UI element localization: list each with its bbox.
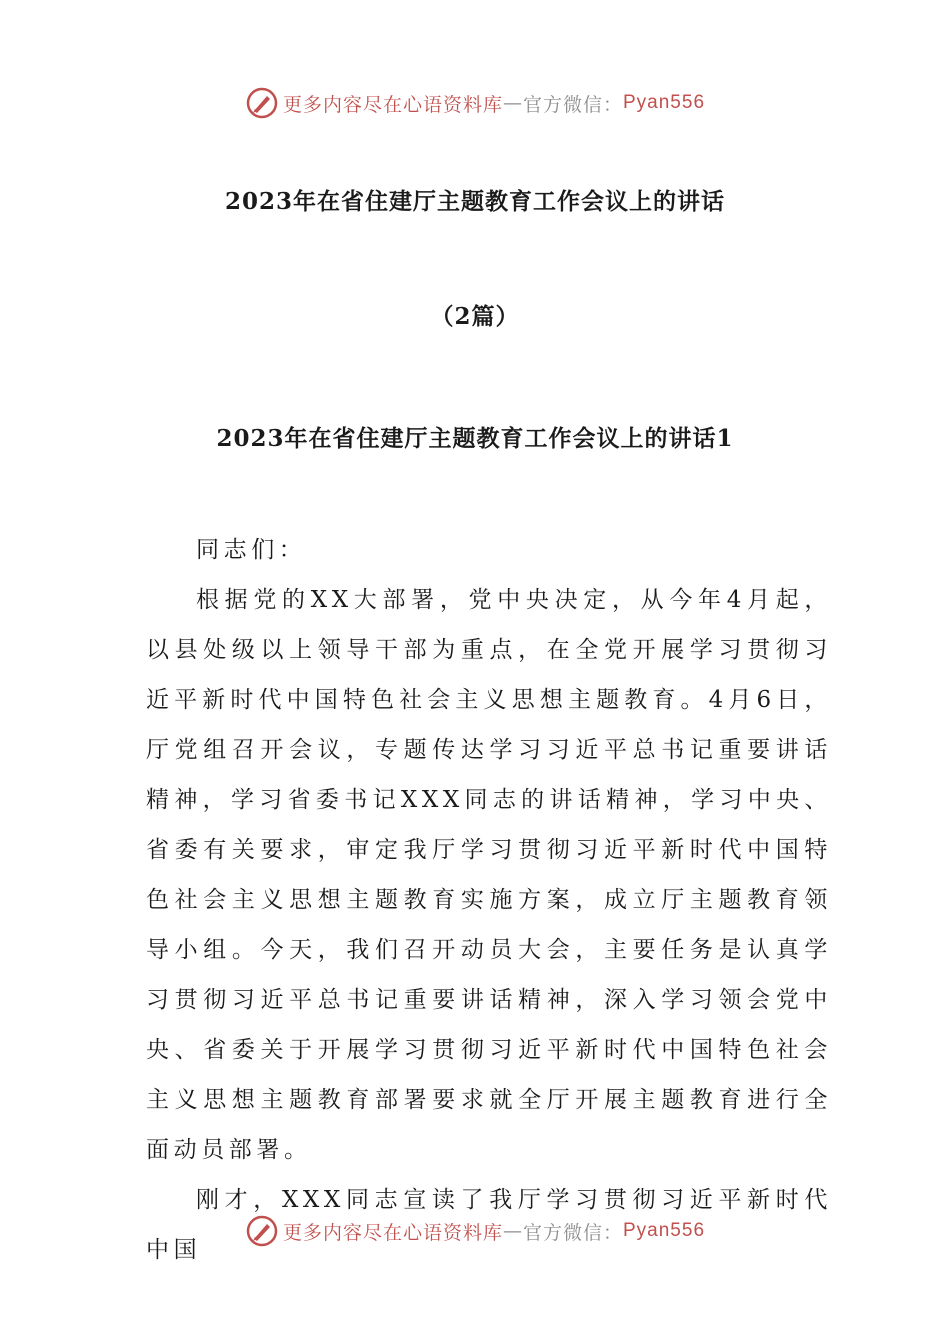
document-count: （2篇） bbox=[430, 303, 520, 330]
greeting bbox=[146, 525, 832, 575]
greeting-text: 同志们： bbox=[196, 537, 307, 563]
watermark-footer bbox=[0, 1211, 950, 1251]
watermark-label: 官方微信： bbox=[522, 1221, 623, 1244]
watermark-text: 更多内容尽在心语资料库 bbox=[282, 1221, 503, 1244]
document-title: 2023年在省住建厅主题教育工作会议上的讲话 bbox=[224, 188, 725, 215]
section-title: 2023年在省住建厅主题教育工作会议上的讲话1 bbox=[216, 425, 734, 452]
paragraph: 刚才，XXX同志宣读了我厅学习贯彻习近平新时代中国 bbox=[146, 1187, 832, 1263]
watermark-label: 官方微信： bbox=[522, 93, 623, 116]
watermark-dash: — bbox=[502, 1220, 523, 1242]
watermark-account: Pyan556 bbox=[623, 92, 706, 113]
watermark-dash: — bbox=[502, 92, 523, 114]
watermark-text: 更多内容尽在心语资料库 bbox=[282, 93, 503, 116]
pen-logo-icon bbox=[245, 86, 279, 120]
body-paragraphs bbox=[146, 575, 832, 1275]
watermark-header bbox=[0, 83, 950, 123]
paragraph: 根据党的XX大部署，党中央决定，从今年4月起，以县处级以上领导干部为重点，在全党开展学习贯彻习近平新时代中国特色社会主义思想主题教育。4月6日，厅党组召开会议，专题传达学习习近平总书记重要讲话精神，学习省委书记XXX同志的讲话精神，学习中央、省委有关要求，审定我厅学习贯彻习近平新时代中国特色社会主义思想主题教育实施方案，成立厅主题教育领导小组。今天，我们召开动员大会，主要任务是认真学习贯彻习近平总书记重要讲话精神，深入学习领会党中央、省委关于开展学习贯彻习近平新时代中国特色社会主义思想主题教育部署要求就全厅开展主题教育进行全面动员部署。 bbox=[146, 587, 832, 1163]
watermark-account: Pyan556 bbox=[623, 1220, 706, 1241]
pen-logo-icon bbox=[245, 1214, 279, 1248]
